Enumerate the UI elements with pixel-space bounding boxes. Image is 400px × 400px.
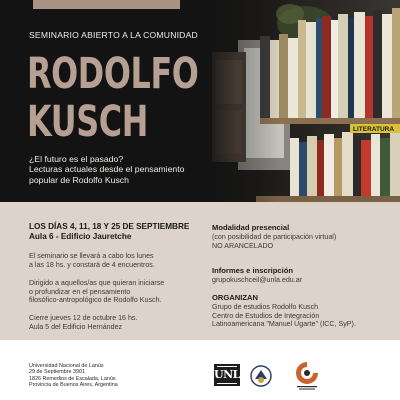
dates-line: LOS DÍAS 4, 11, 18 Y 25 DE SEPTIEMBRE <box>29 222 190 231</box>
subtitle-line: popular de Rodolfo Kusch <box>29 174 129 185</box>
closing-line: Aula 5 del Edificio Hernández <box>29 322 123 331</box>
address-line: Provincia de Buenos Aires, Argentina <box>29 382 118 389</box>
subtitle-line: Lecturas actuales desde el pensamiento <box>29 164 185 175</box>
audience-line: filosófico-antropológico de Rodolfo Kusch. <box>29 296 162 305</box>
mode-text <box>212 233 396 250</box>
contact-email[interactable]: grupokuschceil@unla.edu.ar <box>212 276 303 284</box>
top-tab-decoration <box>33 0 180 9</box>
bookshelf-illustration <box>200 0 400 202</box>
unla-logo-text: UNLa <box>214 368 247 381</box>
schedule-line: El seminario se llevará a cabo los lunes <box>29 252 154 260</box>
contact-heading: Informes e inscripción <box>212 266 294 275</box>
fee-line: NO ARANCELADO <box>212 241 274 250</box>
mode-heading: Modalidad presencial <box>212 223 290 232</box>
location-line: Aula 6 - Edificio Jauretche <box>29 231 132 241</box>
organizer-line: Latinoamericana "Manuel Ugarte" (ICC, SyP). <box>212 320 356 329</box>
address-line: Universidad Nacional de Lanús <box>29 363 104 369</box>
bookshelf-photo <box>200 0 400 202</box>
subtitle-line: ¿El futuro es el pasado? <box>29 154 124 164</box>
address-line: 1826 Remedios de Escalada, Lanús <box>29 375 116 382</box>
organizers-text <box>212 303 396 329</box>
audience-line: o profundizar en el pensamiento <box>29 287 131 296</box>
schedule-text <box>29 252 207 269</box>
institute-logo-icon <box>293 360 321 392</box>
dates-heading <box>29 222 207 241</box>
organizer-line: Grupo de estudios Rodolfo Kusch <box>212 303 319 311</box>
seminar-kicker: SEMINARIO ABIERTO A LA COMUNIDAD <box>29 30 198 40</box>
mode-line: (con posibilidad de participación virtual) <box>212 233 337 241</box>
closing-text <box>29 314 207 331</box>
unla-logo <box>214 364 247 386</box>
ceil-logo-icon <box>249 364 273 388</box>
closing-line: Cierre jueves 12 de octubre 16 hs. <box>29 314 138 322</box>
organizer-line: Centro de Estudios de Integración <box>212 311 320 320</box>
schedule-line: a las 18 hs. y constará de 4 encuentros. <box>29 260 155 269</box>
address-line: 29 de Septiembre 3901 <box>29 369 86 376</box>
subtitle <box>29 154 214 185</box>
title-first-name: RODOLFO <box>27 49 199 99</box>
audience-line: Dirigido a aquellos/as que quieran iniciarse <box>29 279 165 287</box>
audience-text <box>29 279 207 305</box>
organizers-heading: ORGANIZAN <box>212 293 258 302</box>
address-block <box>29 363 118 389</box>
title-last-name: KUSCH <box>27 97 148 147</box>
